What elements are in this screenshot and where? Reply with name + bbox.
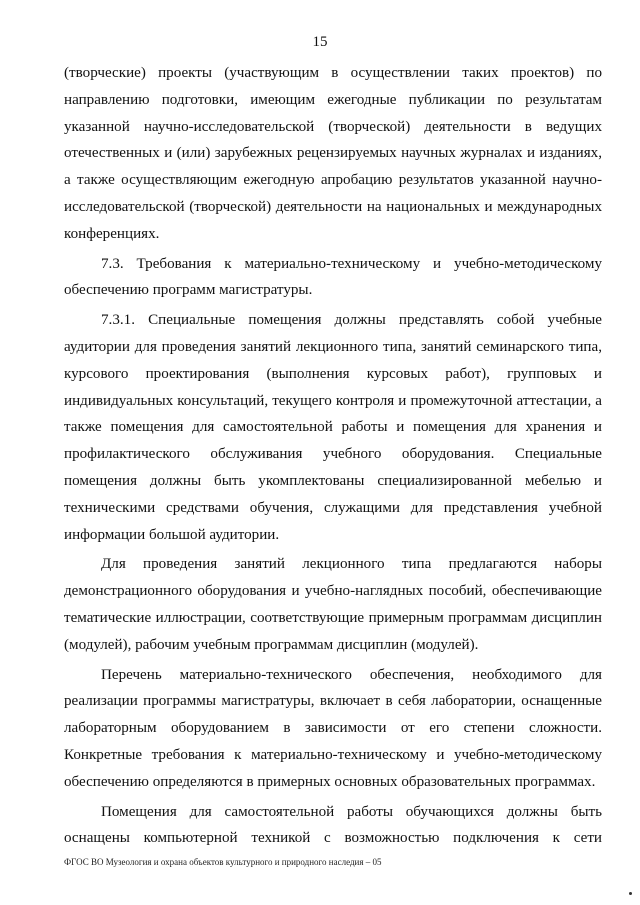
- document-body: [64, 60, 602, 852]
- paragraph-material-support: Перечень материально-технического обеспечения, необходимого для реализации программы магистратуры, включает в себя лаборатории, оснащенные лабораторным оборудованием в зависимости от его степени сложности. Конкретные требования к материально-техническому и учебно-методическому обеспечению определяются в примерных основных образовательных программах.: [64, 666, 602, 790]
- section-heading-7-3: 7.3. Требования к материально-техническому и учебно-методическому обеспечению программ магистратуры.: [64, 255, 602, 299]
- paragraph-7-3-1: 7.3.1. Специальные помещения должны представлять собой учебные аудитории для проведения занятий лекционного типа, занятий семинарского типа, курсового проектирования (выполнения курсовых работ), групповых и индивидуальных консультаций, текущего контроля и промежуточной аттестации, а также помещения для самостоятельной работы и помещения для хранения и профилактического обслуживания учебного оборудования. Специальные помещения должны быть укомплектованы специализированной мебелью и техническими средствами обучения, служащими для представления учебной информации большой аудитории.: [64, 312, 602, 543]
- page-number: 15: [312, 34, 328, 50]
- footer-text: ФГОС ВО Музеология и охрана объектов культурного и природного наследия – 05: [64, 857, 382, 867]
- paragraph-continuation: (творческие) проекты (участвующим в осуществлении таких проектов) по направлению подготовки, имеющим ежегодные публикации по результатам указанной научно-исследовательской (творческой) деятельности в ведущих отечественных и (или) зарубежных рецензируемых научных журналах и изданиях, а также осуществляющим ежегодную апробацию результатов указанной научно-исследовательской (творческой) деятельности на национальных и международных конференциях.: [64, 65, 602, 242]
- paragraph-lecture-equipment: Для проведения занятий лекционного типа предлагаются наборы демонстрационного оборудования и учебно-наглядных пособий, обеспечивающие тематические иллюстрации, соответствующие примерным программам дисциплин (модулей), рабочим учебным программам дисциплин (модулей).: [64, 556, 602, 653]
- scan-mark: [629, 892, 632, 895]
- paragraph-self-study-rooms: Помещения для самостоятельной работы обучающихся должны быть оснащены компьютерной техникой с возможностью подключения к сети: [64, 803, 602, 847]
